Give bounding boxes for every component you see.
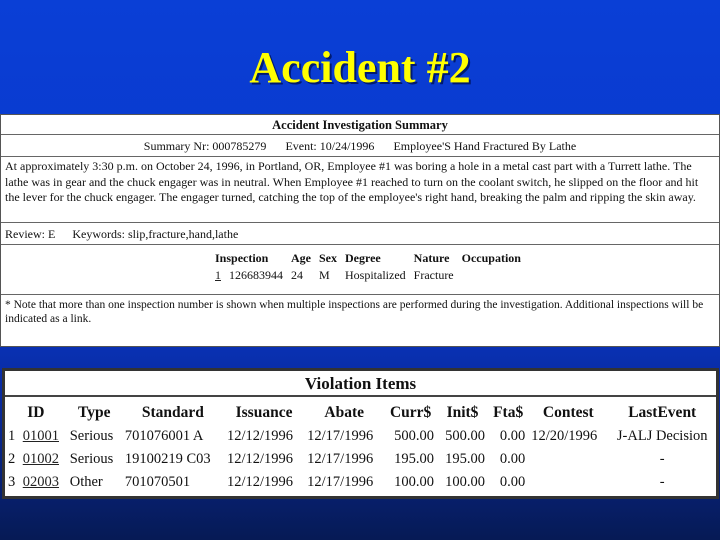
violation-abate: 12/17/1996 — [307, 451, 374, 467]
violation-standard: 19100219 C03 — [124, 451, 211, 467]
violation-id-link[interactable]: 01002 — [22, 451, 59, 467]
last-event-col-header: LastEvent — [628, 404, 697, 421]
violation-fta: 0.00 — [499, 451, 526, 467]
inspection-row — [211, 266, 525, 285]
inspection-occupation — [458, 266, 525, 285]
table-row — [5, 471, 716, 494]
inspection-col-header: Inspection — [215, 251, 269, 265]
violation-last-event: - — [659, 451, 665, 467]
inspection-nature: Fracture — [413, 268, 454, 282]
table-row — [5, 448, 716, 471]
issuance-col-header: Issuance — [235, 404, 293, 421]
inspection-degree: Hospitalized — [345, 268, 406, 282]
event-description: Employee'S Hand Fractured By Lathe — [393, 139, 577, 153]
violation-contest — [528, 448, 608, 471]
event-date: Event: 10/24/1996 — [285, 139, 375, 153]
violation-contest — [528, 471, 608, 494]
violation-header-row — [5, 401, 716, 425]
violation-type: Serious — [69, 428, 114, 444]
violation-init: 195.00 — [445, 451, 486, 467]
violation-issuance: 12/12/1996 — [226, 474, 294, 490]
violation-type: Other — [69, 474, 103, 490]
accident-narrative: At approximately 3:30 p.m. on October 24, 1996, in Portland, OR, Employee #1 was boring a hole in a metal cast part with a Turrett lathe. The lathe was in gear and the chuck engager was in neutral. When Employee #1 reached to turn on the coolant switch, he slipped on the floor and hit the lever for the chuck engager. The engager turned, catching the top of the employee's right hand, breaking the palm and ripping the skin away. — [1, 157, 719, 223]
init-col-header: Init$ — [446, 404, 479, 421]
row-number: 1 — [8, 428, 16, 444]
violation-init: 500.00 — [445, 428, 486, 444]
id-col-header: ID — [27, 404, 45, 421]
abate-col-header: Abate — [324, 404, 365, 421]
violation-issuance: 12/12/1996 — [226, 428, 294, 444]
violation-issuance: 12/12/1996 — [226, 451, 294, 467]
inspection-age: 24 — [291, 268, 303, 282]
violation-items-panel — [2, 368, 719, 499]
degree-col-header: Degree — [345, 251, 381, 265]
nature-col-header: Nature — [413, 251, 450, 265]
inspection-link[interactable]: 1 — [215, 268, 221, 282]
table-row — [5, 425, 716, 448]
violation-curr: 195.00 — [394, 451, 434, 467]
review-code: Review: E — [5, 227, 56, 241]
violation-init: 100.00 — [445, 474, 486, 490]
inspection-header-row — [211, 251, 525, 266]
summary-number: Summary Nr: 000785279 — [143, 139, 267, 153]
inspection-number: 126683944 — [229, 268, 283, 282]
violation-standard: 701076001 A — [124, 428, 204, 444]
accident-summary-panel — [0, 114, 720, 347]
violation-fta: 0.00 — [499, 474, 526, 490]
inspection-section — [1, 245, 719, 295]
occupation-col-header: Occupation — [461, 251, 521, 265]
fta-col-header: Fta$ — [493, 404, 524, 421]
violation-abate: 12/17/1996 — [307, 428, 374, 444]
violation-contest: 12/20/1996 — [531, 428, 598, 444]
summary-heading: Accident Investigation Summary — [1, 115, 719, 135]
standard-col-header: Standard — [141, 404, 204, 421]
violation-table — [5, 401, 716, 494]
violation-fta: 0.00 — [499, 428, 526, 444]
type-col-header: Type — [78, 404, 111, 421]
inspection-table — [211, 251, 525, 285]
violation-last-event: J-ALJ Decision — [616, 428, 708, 444]
row-number: 2 — [8, 451, 16, 467]
row-number: 3 — [8, 474, 16, 490]
contest-col-header: Contest — [542, 404, 594, 421]
violation-standard: 701070501 — [124, 474, 191, 490]
inspection-sex: M — [319, 268, 330, 282]
review-keywords — [1, 223, 719, 245]
slide-title: Accident #2 — [249, 43, 471, 92]
violation-id-link[interactable]: 01001 — [22, 428, 59, 444]
sex-col-header: Sex — [319, 251, 337, 265]
violation-id-link[interactable]: 02003 — [22, 474, 59, 490]
curr-col-header: Curr$ — [389, 404, 432, 421]
keywords: Keywords: slip,fracture,hand,lathe — [72, 227, 239, 241]
violation-items-title: Violation Items — [5, 371, 716, 397]
violation-abate: 12/17/1996 — [307, 474, 374, 490]
summary-meta — [1, 135, 719, 157]
inspection-note: * Note that more than one inspection number is shown when multiple inspections are performed during the investigation. Additional inspections will be indicated as a link. — [5, 299, 704, 325]
violation-curr: 500.00 — [394, 428, 434, 444]
violation-last-event: - — [659, 474, 665, 490]
age-col-header: Age — [291, 251, 311, 265]
violation-type: Serious — [69, 451, 114, 467]
violation-curr: 100.00 — [394, 474, 434, 490]
